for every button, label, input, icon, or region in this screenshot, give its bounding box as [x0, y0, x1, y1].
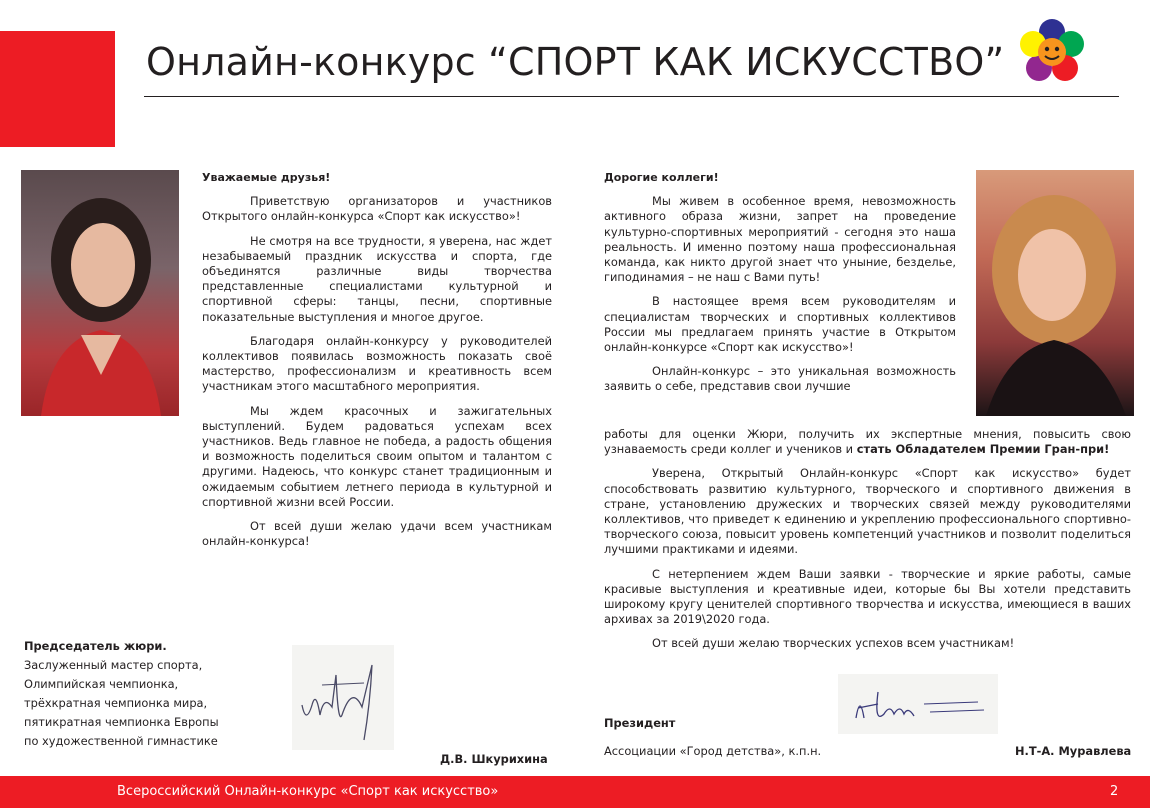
- footer-bar: [0, 776, 1150, 808]
- left-paragraph: Мы ждем красочных и зажигательных выступлений. Будем радоваться успехам всех участников. Ведь главное не победа, а радость общения и возможность поделиться своим опытом и талантом с другими. Надеюсь, что конкурс станет традиционным и ожидаемым событием летнего периода в культурной и спортивной жизни всей России.: [202, 403, 552, 509]
- right-paragraph: В настоящее время всем руководителям и специалистам творческих и спортивных коллективов России мы предлагаем принять участие в Открытом онлайн-конкурсе «Спорт как искусство»!: [604, 294, 956, 355]
- right-letter-continued: [604, 427, 1131, 661]
- jury-title-line: по художественной гимнастике: [24, 734, 218, 748]
- page-title: Онлайн-конкурс “СПОРТ КАК ИСКУССТВО”: [146, 40, 1005, 84]
- right-greeting: Дорогие коллеги!: [604, 171, 719, 184]
- left-paragraph: Благодаря онлайн-конкурсу у руководителей коллективов появилась возможность показать своё мастерство, профессионализм и креативность всем участникам этого масштабного мероприятия.: [202, 333, 552, 394]
- jury-title-line: Олимпийская чемпионка,: [24, 677, 179, 691]
- page-number: 2: [1110, 784, 1119, 799]
- chair-name: Д.В. Шкурихина: [440, 752, 548, 766]
- footer-title: Всероссийский Онлайн-конкурс «Спорт как искусство»: [117, 784, 499, 799]
- red-accent-block: [0, 31, 115, 147]
- continued-text: работы для оценки Жюри, получить их экспертные мнения, повысить свою узнаваемость среди коллег и учеников и: [604, 427, 1131, 457]
- right-paragraph-continued: [604, 427, 1131, 457]
- right-letter: [604, 170, 956, 395]
- left-greeting: Уважаемые друзья!: [202, 171, 331, 184]
- chair-signature: [292, 645, 394, 750]
- title-divider: [144, 96, 1119, 97]
- jury-title-line: трёхкратная чемпионка мира,: [24, 696, 208, 710]
- jury-title-line: пятикратная чемпионка Европы: [24, 715, 219, 729]
- president-signature: [838, 674, 998, 734]
- president-portrait-photo: [976, 170, 1134, 416]
- jury-title-line: Заслуженный мастер спорта,: [24, 658, 203, 672]
- chair-portrait-photo: [21, 170, 179, 416]
- president-organization: Ассоциации «Город детства», к.п.н.: [604, 744, 822, 758]
- left-letter: [202, 170, 552, 558]
- left-paragraph: От всей души желаю удачи всем участникам онлайн-конкурса!: [202, 519, 552, 549]
- president-name: Н.Т-А. Муравлева: [1015, 744, 1132, 758]
- left-paragraph: Не смотря на все трудности, я уверена, нас ждет незабываемый праздник искусства и спорта, где объединятся различные виды творчества представленные специалистами культурной и спортивной сферы: танцы, песни, спортивные показательные выступления и многое другое.: [202, 233, 552, 324]
- right-paragraph: От всей души желаю творческих успехов всем участникам!: [652, 636, 1015, 651]
- grand-prix-callout: стать Обладателем Премии Гран-при!: [856, 442, 1110, 457]
- right-paragraph: Онлайн-конкурс – это уникальная возможность заявить о себе, представив свои лучшие: [604, 364, 956, 394]
- festival-logo-icon: [1018, 18, 1086, 86]
- jury-role: Председатель жюри.: [24, 639, 167, 653]
- left-paragraph: Приветствую организаторов и участников Открытого онлайн-конкурса «Спорт как искусство»!: [202, 194, 552, 224]
- right-paragraph: Уверена, Открытый Онлайн-конкурс «Спорт как искусство» будет способствовать развитию культурного, творческого и спортивного движения в стране, установлению дружеских и творческих связей между руководителями коллективов, что приведет к единению и укреплению профессионального спортивно-творческого союза, повысит уровень компетенций участников и позволит поделиться лучшими практиками и идеями.: [604, 466, 1131, 557]
- right-paragraph: Мы живем в особенное время, невозможность активного образа жизни, запрет на проведение культурно-спортивных мероприятий - сегодня это наша реальность. И именно поэтому наша профессиональная команда, как никто другой знает что уныние, безделье, гиподинамия – не наш с Вами путь!: [604, 194, 956, 285]
- right-paragraph: С нетерпением ждем Ваши заявки - творческие и яркие работы, самые красивые выступления и креативные идеи, которые бы Вы хотели представить широкому кругу ценителей спортивного творчества и искусства, имеющиеся в ваших архивах за 2019\2020 года.: [604, 566, 1131, 627]
- president-role: Президент: [604, 716, 676, 730]
- jury-credentials: [24, 637, 284, 751]
